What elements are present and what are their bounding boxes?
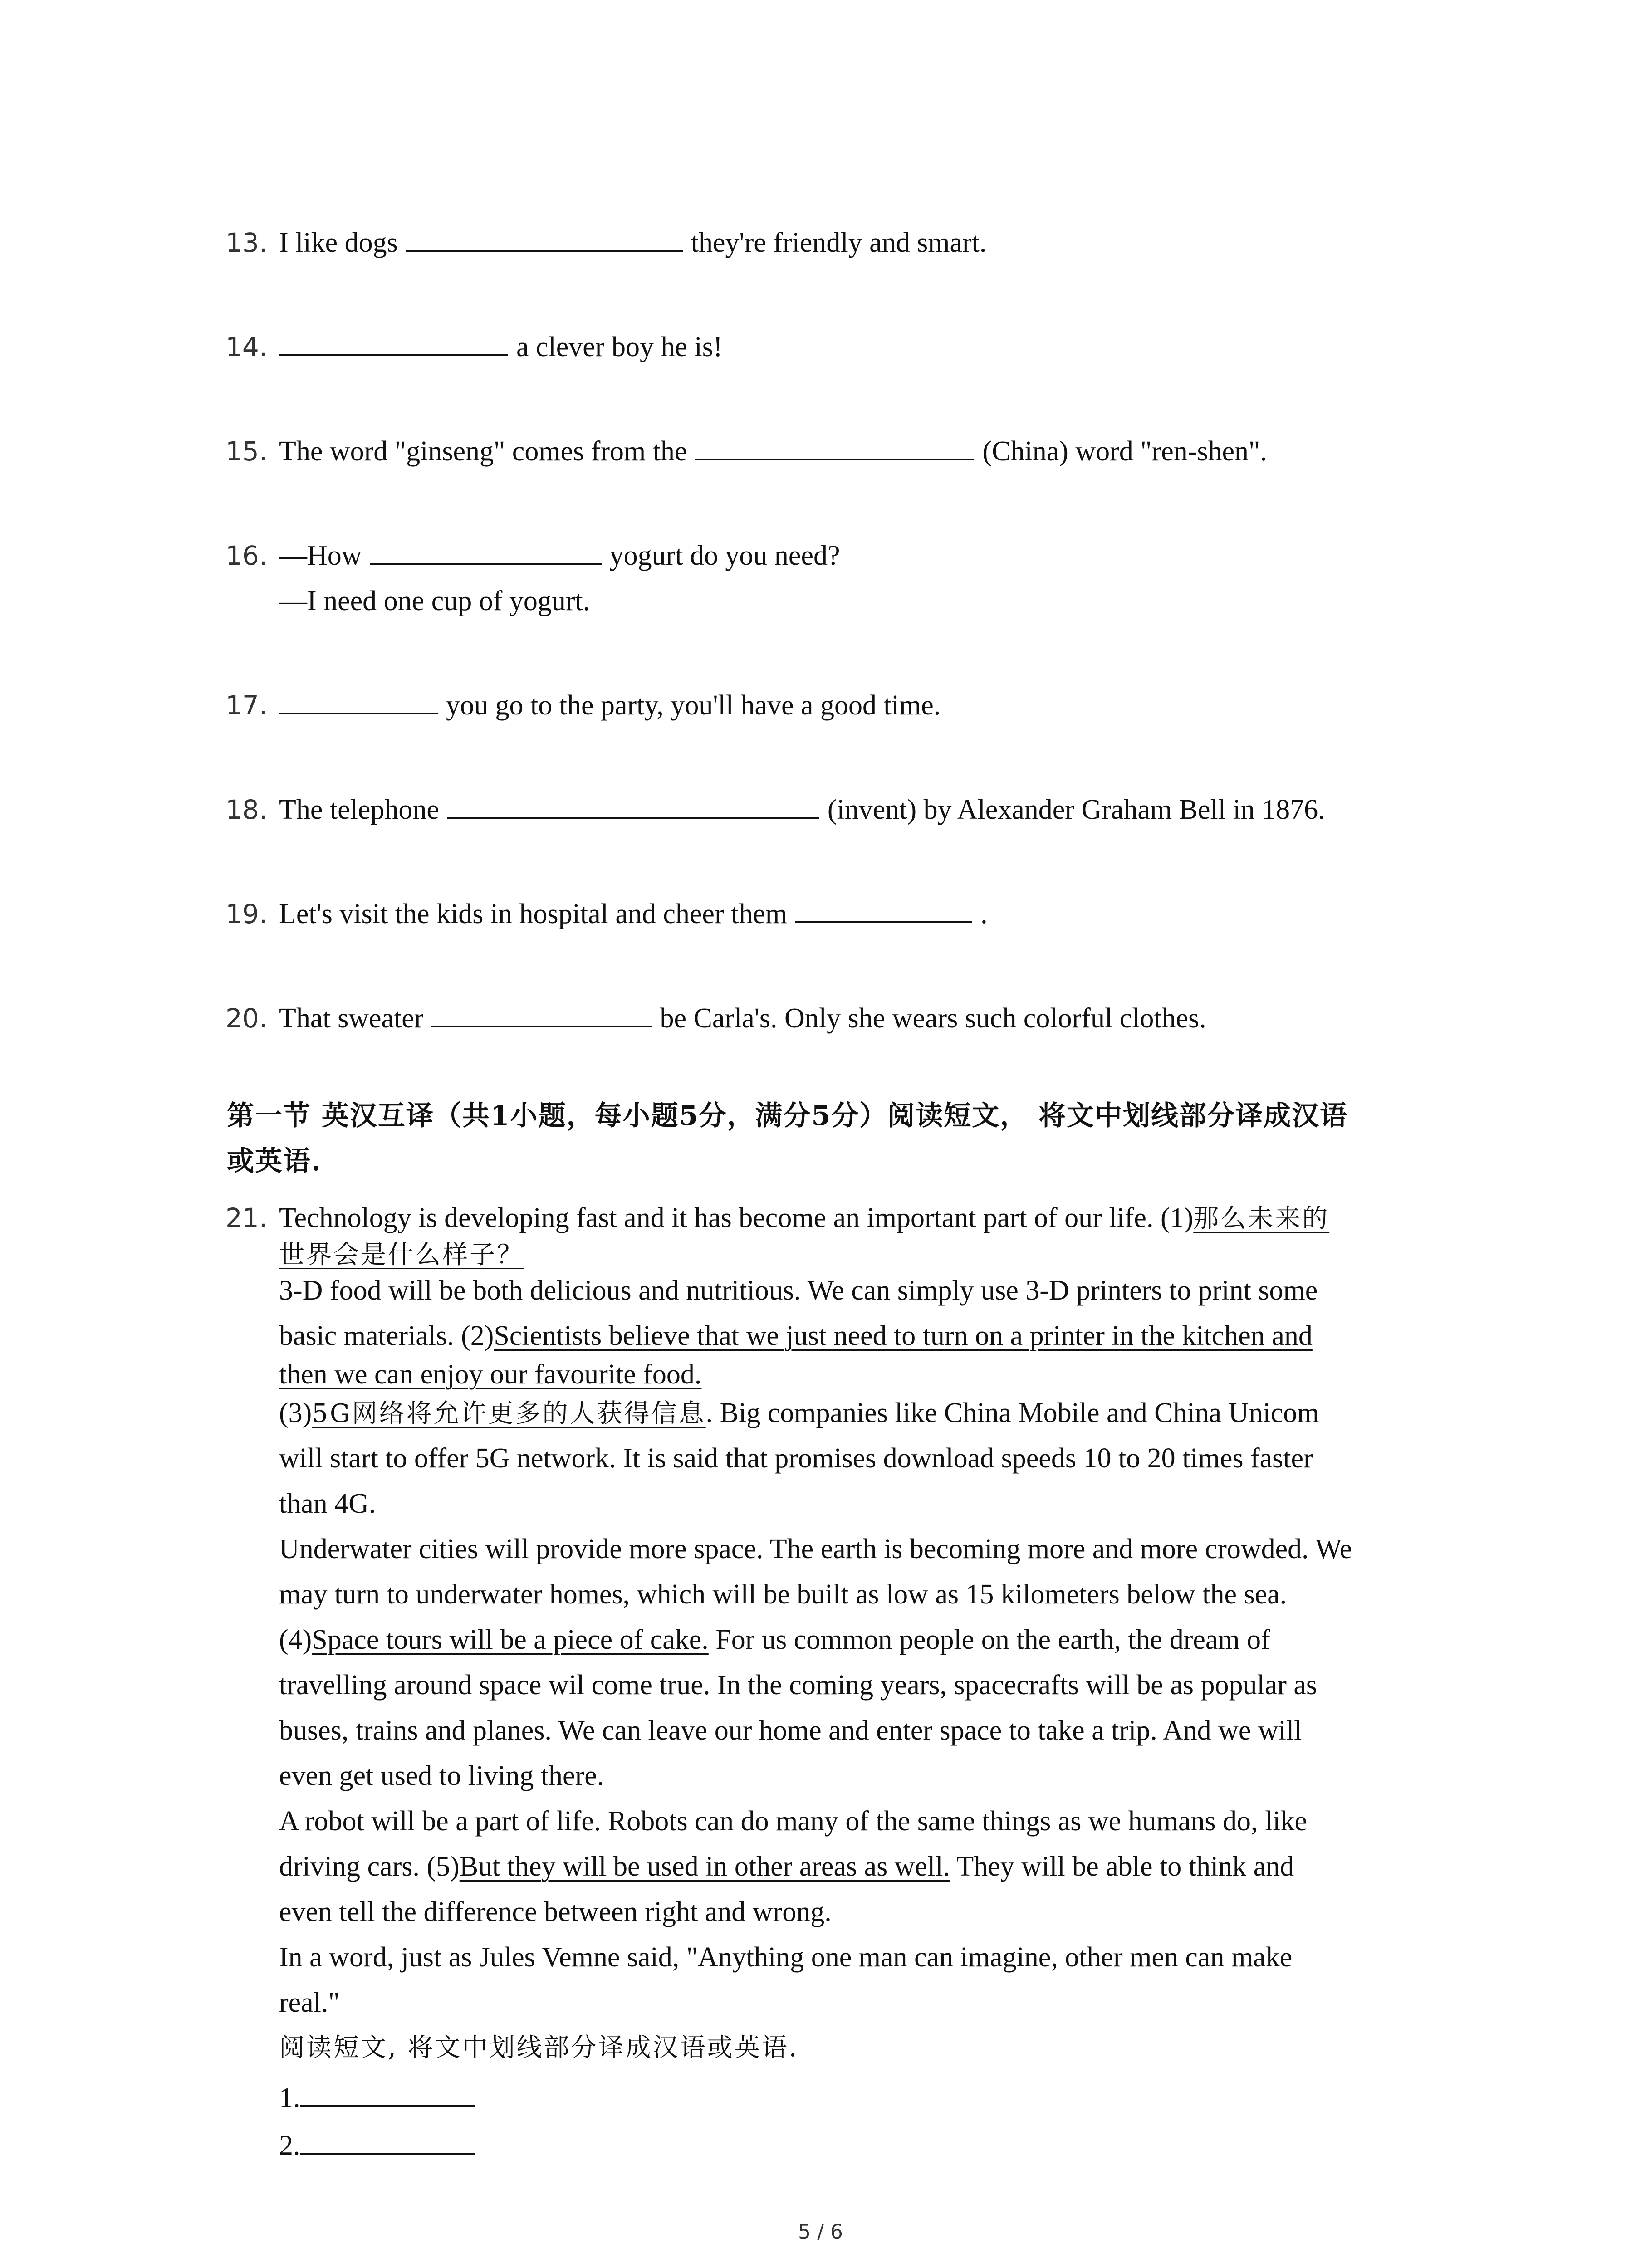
question-14 [225,324,722,370]
passage-text: . Big companies like China Mobile and China Unicom [705,1398,1319,1428]
passage-text: (3) [279,1398,312,1428]
question-number: 15. [225,436,268,467]
section-heading-cont: 或英语. [227,1145,322,1177]
question-20 [225,996,1206,1041]
page-number: 5 / 6 [798,2220,843,2244]
passage-line [279,1844,1294,1889]
underlined-translation-5: But they will be used in other areas as well. [459,1851,950,1882]
passage-line: buses, trains and planes. We can leave our home and enter space to take a trip. And we will [279,1715,1302,1746]
question-number: 14. [225,332,268,362]
question-text-after: be Carla's. Only she wears such colorful clothes. [660,1003,1206,1034]
question-number: 17. [225,690,268,721]
passage-line: travelling around space wil come true. In the coming years, spacecrafts will be as popular as [279,1670,1318,1701]
passage-line: real." [279,1987,340,2018]
question-text-after: they're friendly and smart. [691,227,987,258]
passage-text: They will be able to think and [950,1851,1294,1882]
question-text-before: That sweater [279,1003,424,1034]
question-number: 13. [225,227,268,258]
passage-line: may turn to underwater homes, which will be built as low as 15 kilometers below the sea. [279,1579,1287,1610]
question-number: 18. [225,794,268,825]
question-13 [225,220,986,265]
answer-blank[interactable] [300,2077,475,2107]
question-text-before: The word "ginseng" comes from the [279,436,687,467]
question-number: 20. [225,1003,268,1034]
passage-line [279,1390,1319,1437]
passage-line: Underwater cities will provide more space. The earth is becoming more and more crowded. We [279,1534,1352,1564]
question-text-before: I like dogs [279,227,398,258]
question-15 [225,429,1267,474]
question-17 [225,683,941,728]
passage-line: even tell the difference between right and wrong. [279,1897,832,1927]
passage-line: will start to offer 5G network. It is said that promises download speeds 10 to 20 times faster [279,1443,1313,1474]
answer-blank[interactable] [795,893,972,923]
question-text-before: Let's visit the kids in hospital and cheer them [279,899,788,929]
question-text-after: yogurt do you need? [609,540,840,571]
instruction-line: 阅读短文, 将文中划线部分译成汉语或英语. [279,2033,799,2063]
question-number: 19. [225,899,268,929]
question-text-before: —How [279,540,362,571]
underlined-translation-2-cont: then we can enjoy our favourite food. [279,1359,702,1390]
question-text-before: The telephone [279,794,439,825]
underlined-translation-1-cont: 世界会是什么样子？ [279,1240,524,1270]
question-16 [225,533,840,578]
passage-line: even get used to living there. [279,1760,604,1791]
underlined-translation-3: 5G网络将允许更多的人获得信息 [312,1399,706,1428]
passage-text: Technology is developing fast and it has become an important part of our life. (1) [279,1202,1194,1233]
answer-blank[interactable] [300,2125,475,2155]
question-text-after: . [980,899,988,929]
question-16-response: —I need one cup of yogurt. [279,586,590,616]
passage-text: For us common people on the earth, the dream of [708,1624,1270,1655]
answer-blank[interactable] [431,997,652,1027]
question-number: 21. [225,1202,268,1233]
section-heading: 第一节 英汉互译（共1小题，每小题5分，满分5分）阅读短文， 将文中划线部分译成汉语 [227,1100,1348,1132]
passage-text: basic materials. (2) [279,1320,494,1351]
answer-blank[interactable] [695,430,974,460]
answer-blank[interactable] [279,326,508,356]
answer-blank[interactable] [279,684,438,714]
question-text-after: you go to the party, you'll have a good time. [446,690,941,721]
passage-line: than 4G. [279,1488,376,1519]
question-number: 16. [225,540,268,571]
passage-text: (4) [279,1624,312,1655]
answer-number: 1. [279,2082,300,2113]
answer-blank[interactable] [370,535,602,565]
passage-line: A robot will be a part of life. Robots can do many of the same things as we humans do, like [279,1806,1307,1837]
question-19 [225,891,988,937]
passage-line: 3-D food will be both delicious and nutritious. We can simply use 3-D printers to print some [279,1275,1318,1306]
answer-line-1 [279,2075,483,2121]
question-text-after: (invent) by Alexander Graham Bell in 1876. [827,794,1325,825]
answer-blank[interactable] [406,222,683,252]
answer-blank[interactable] [447,789,819,819]
answer-number: 2. [279,2130,300,2161]
underlined-translation-1: 那么未来的 [1193,1204,1330,1233]
passage-line [279,1617,1270,1662]
question-18 [225,787,1325,832]
underlined-translation-2: Scientists believe that we just need to turn on a printer in the kitchen and [494,1320,1313,1351]
question-text-after: a clever boy he is! [516,332,723,362]
passage-text: driving cars. (5) [279,1851,460,1882]
answer-line-2 [279,2123,483,2168]
underlined-translation-4: Space tours will be a piece of cake. [312,1624,709,1655]
passage-line: In a word, just as Jules Vemne said, "Anything one man can imagine, other men can make [279,1942,1293,1973]
question-text-after: (China) word "ren-shen". [982,436,1267,467]
